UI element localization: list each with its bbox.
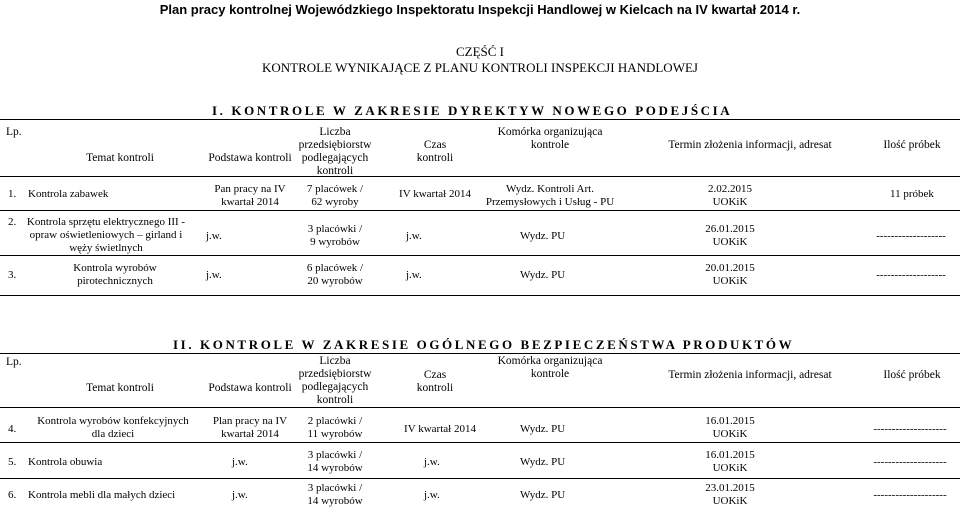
row-lp: 5. <box>8 456 17 468</box>
row-czas: IV kwartał 2014 <box>404 423 476 435</box>
row-komorka: Wydz. PU <box>520 230 566 242</box>
row-lp: 4. <box>8 423 17 435</box>
row-ilosc: -------------------- <box>873 489 947 501</box>
row-podstawa: Plan pracy na IV kwartał 2014 <box>212 415 288 440</box>
row-podstawa: j.w. <box>232 456 248 468</box>
col-lp-header: Lp. <box>6 356 22 368</box>
row-ilosc: -------------------- <box>873 456 947 468</box>
row-termin: 26.01.2015 UOKiK <box>705 223 755 248</box>
row-temat: Kontrola wyrobów konfekcyjnych dla dzieci <box>37 415 189 440</box>
row-temat: Kontrola mebli dla małych dzieci <box>28 489 176 501</box>
row-liczba: 3 placówki / 14 wyrobów <box>307 482 363 507</box>
col-podstawa-header: Podstawa kontroli <box>208 152 292 164</box>
row-lp: 3. <box>8 269 17 281</box>
row-divider <box>0 210 960 211</box>
row-temat: Kontrola obuwia <box>28 456 103 468</box>
row-komorka: Wydz. PU <box>520 456 566 468</box>
col-komorka-header: Komórka organizująca kontrole <box>497 355 603 380</box>
col-komorka-header: Komórka organizująca kontrole <box>497 126 603 151</box>
row-termin: 2.02.2015 UOKiK <box>708 183 752 208</box>
col-liczba-header: Liczba przedsiębiorstw podlegających kontroli <box>298 126 372 177</box>
col-termin-header: Termin złożenia informacji, adresat <box>668 369 832 381</box>
row-komorka: Wydz. Kontroli Art. Przemysłowych i Usług - PU <box>485 183 615 208</box>
row-komorka: Wydz. PU <box>520 269 566 281</box>
row-termin: 23.01.2015 UOKiK <box>705 482 755 507</box>
part-subtitle: KONTROLE WYNIKAJĄCE Z PLANU KONTROLI INSPEKCJI HANDLOWEJ <box>262 60 698 75</box>
row-czas: j.w. <box>424 456 440 468</box>
row-divider <box>0 442 960 443</box>
row-komorka: Wydz. PU <box>520 489 566 501</box>
row-podstawa: j.w. <box>206 230 222 242</box>
row-liczba: 3 placówki / 14 wyrobów <box>307 449 363 474</box>
row-liczba: 7 placówek / 62 wyroby <box>306 183 364 208</box>
row-ilosc: ------------------- <box>876 230 946 242</box>
row-ilosc: 11 próbek <box>890 188 934 200</box>
row-temat: Kontrola sprzętu elektrycznego III - opraw oświetleniowych – girland i węży świetlnych <box>26 216 186 254</box>
document-title: Plan pracy kontrolnej Wojewódzkiego Inspektoratu Inspekcji Handlowej w Kielcach na IV kwartał 2014 r. <box>159 2 801 17</box>
section-top-rule <box>0 119 960 120</box>
row-komorka: Wydz. PU <box>520 423 566 435</box>
part-label: CZĘŚĆ I <box>455 44 505 59</box>
col-czas-header: Czas kontroli <box>416 369 454 394</box>
row-temat: Kontrola zabawek <box>28 188 109 200</box>
row-liczba: 6 placówek / 20 wyrobów <box>306 262 364 287</box>
col-czas-header: Czas kontroli <box>416 139 454 164</box>
row-czas: j.w. <box>406 230 422 242</box>
row-divider <box>0 478 960 479</box>
row-czas: j.w. <box>406 269 422 281</box>
col-temat-header: Temat kontroli <box>86 382 154 394</box>
row-podstawa: Pan pracy na IV kwartał 2014 <box>214 183 286 208</box>
row-podstawa: j.w. <box>232 489 248 501</box>
col-temat-header: Temat kontroli <box>86 152 154 164</box>
row-divider <box>0 176 960 177</box>
col-ilosc-header: Ilość próbek <box>883 369 941 381</box>
col-podstawa-header: Podstawa kontroli <box>208 382 292 394</box>
col-liczba-header: Liczba przedsiębiorstw podlegających kontroli <box>298 355 372 406</box>
row-liczba: 2 placówki / 11 wyrobów <box>307 415 363 440</box>
col-termin-header: Termin złożenia informacji, adresat <box>668 139 832 151</box>
row-termin: 16.01.2015 UOKiK <box>705 449 755 474</box>
col-lp-header: Lp. <box>6 126 22 138</box>
row-temat: Kontrola wyrobów pirotechnicznych <box>73 262 157 287</box>
row-podstawa: j.w. <box>206 269 222 281</box>
col-ilosc-header: Ilość próbek <box>883 139 941 151</box>
row-divider <box>0 407 960 408</box>
section-bottom-rule <box>0 295 960 296</box>
section-top-rule <box>0 353 960 354</box>
row-czas: j.w. <box>424 489 440 501</box>
row-lp: 6. <box>8 489 17 501</box>
row-liczba: 3 placówki / 9 wyrobów <box>307 223 363 248</box>
section-heading: I. KONTROLE W ZAKRESIE DYREKTYW NOWEGO PODEJŚCIA <box>212 103 733 118</box>
row-termin: 16.01.2015 UOKiK <box>705 415 755 440</box>
row-termin: 20.01.2015 UOKiK <box>705 262 755 287</box>
row-ilosc: ------------------- <box>876 269 946 281</box>
row-lp: 2. <box>8 216 17 228</box>
row-ilosc: -------------------- <box>873 423 947 435</box>
row-czas: IV kwartał 2014 <box>399 188 471 200</box>
section-heading: II. KONTROLE W ZAKRESIE OGÓLNEGO BEZPIECZEŃSTWA PRODUKTÓW <box>173 337 795 352</box>
row-lp: 1. <box>8 188 17 200</box>
row-divider <box>0 255 960 256</box>
